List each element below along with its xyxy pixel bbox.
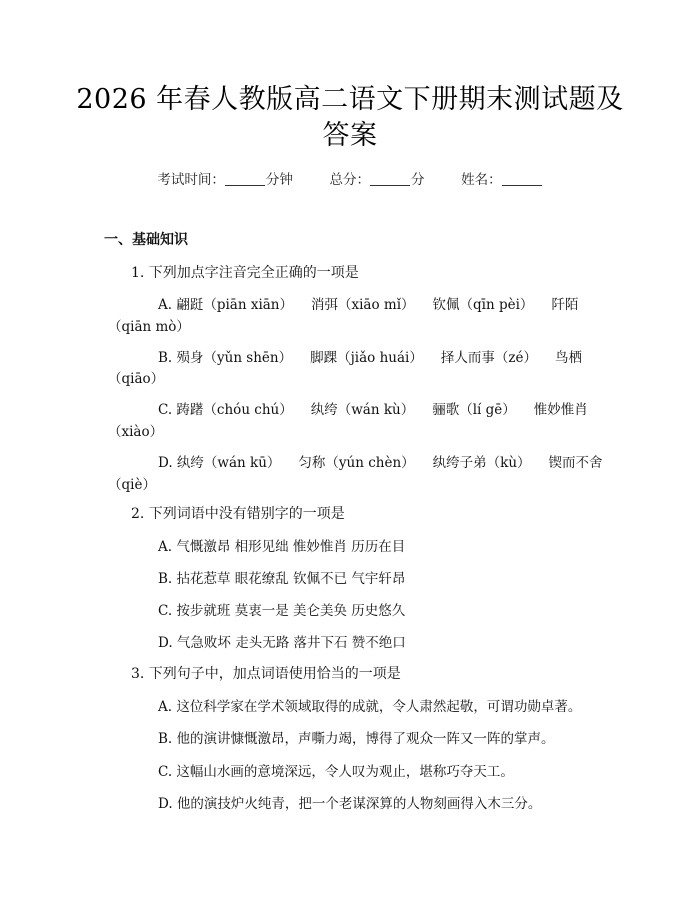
- score-unit: 分: [411, 172, 425, 188]
- question-1-option-c: [158, 398, 606, 418]
- question-3-stem: 3. 下列句子中，加点词语使用恰当的一项是: [131, 666, 401, 682]
- option-item: C. 踌躇（chóu chú）: [158, 402, 293, 418]
- question-3-option-c: C. 这幅山水画的意境深远，令人叹为观止，堪称巧夺天工。: [158, 764, 514, 780]
- option-item: 择人而事（zé）: [440, 350, 537, 366]
- option-item: 阡陌: [551, 297, 579, 313]
- option-item: 纨绔（wán kù）: [310, 402, 415, 418]
- question-2-stem: 2. 下列词语中没有错别字的一项是: [131, 506, 345, 522]
- option-item: 脚踝（jiǎo huái）: [310, 350, 423, 366]
- option-item: 纨绔子弟（kù）: [432, 455, 531, 471]
- option-item: D. 纨绔（wán kū）: [158, 455, 281, 471]
- name-label: 姓名：: [461, 172, 502, 188]
- option-item: 锲而不舍: [548, 455, 603, 471]
- option-item: 惟妙惟肖: [533, 402, 588, 418]
- option-item: B. 殒身（yǔn shēn）: [158, 350, 293, 366]
- option-item: 鸟栖: [554, 350, 582, 366]
- option-item: 钦佩（qīn pèi）: [432, 297, 534, 313]
- option-item: 骊歌（lí gē）: [432, 402, 516, 418]
- time-blank[interactable]: [225, 173, 265, 186]
- question-2-option-d: D. 气急败坏 走头无路 落井下石 赞不绝口: [158, 635, 406, 651]
- question-1-option-b: [158, 346, 600, 366]
- score-label: 总分：: [329, 172, 370, 188]
- option-item: 匀称（yún chèn）: [298, 455, 415, 471]
- question-2-option-a: A. 气慨激昂 相形见绌 惟妙惟肖 历历在目: [158, 539, 406, 555]
- question-1-option-a: [158, 293, 596, 313]
- option-item: A. 翩跹（piān xiān）: [158, 297, 293, 313]
- name-blank[interactable]: [502, 173, 542, 186]
- question-1-stem: 1. 下列加点字注音完全正确的一项是: [131, 265, 359, 281]
- question-1-option-d-wrap: （qiè）: [108, 477, 156, 493]
- title-line-1: 2026 年春人教版高二语文下册期末测试题及: [76, 84, 624, 115]
- score-blank[interactable]: [370, 173, 410, 186]
- question-1-option-a-wrap: （qiān mò）: [108, 319, 190, 335]
- section-heading: 一、基础知识: [104, 232, 188, 248]
- title-line-2: 答案: [322, 120, 378, 151]
- question-2-option-c: C. 按步就班 莫衷一是 美仑美奂 历史悠久: [158, 603, 406, 619]
- question-3-option-b: B. 他的演讲慷慨激昂，声嘶力竭，博得了观众一阵又一阵的掌声。: [158, 731, 555, 747]
- question-1-option-b-wrap: （qiāo）: [108, 371, 165, 387]
- exam-meta: [0, 168, 700, 188]
- question-1-option-c-wrap: （xiào）: [108, 424, 164, 440]
- question-3-option-d: D. 他的演技炉火纯青，把一个老谋深算的人物刻画得入木三分。: [158, 796, 542, 812]
- time-unit: 分钟: [265, 172, 293, 188]
- option-item: 消弭（xiāo mǐ）: [311, 297, 415, 313]
- time-label: 考试时间：: [157, 172, 225, 188]
- question-1-option-d: [158, 451, 621, 471]
- question-3-option-a: A. 这位科学家在学术领域取得的成就，令人肃然起敬，可谓功勋卓著。: [158, 699, 582, 715]
- document-title: [40, 82, 660, 154]
- question-2-option-b: B. 拈花惹草 眼花缭乱 钦佩不已 气宇轩昂: [158, 571, 406, 587]
